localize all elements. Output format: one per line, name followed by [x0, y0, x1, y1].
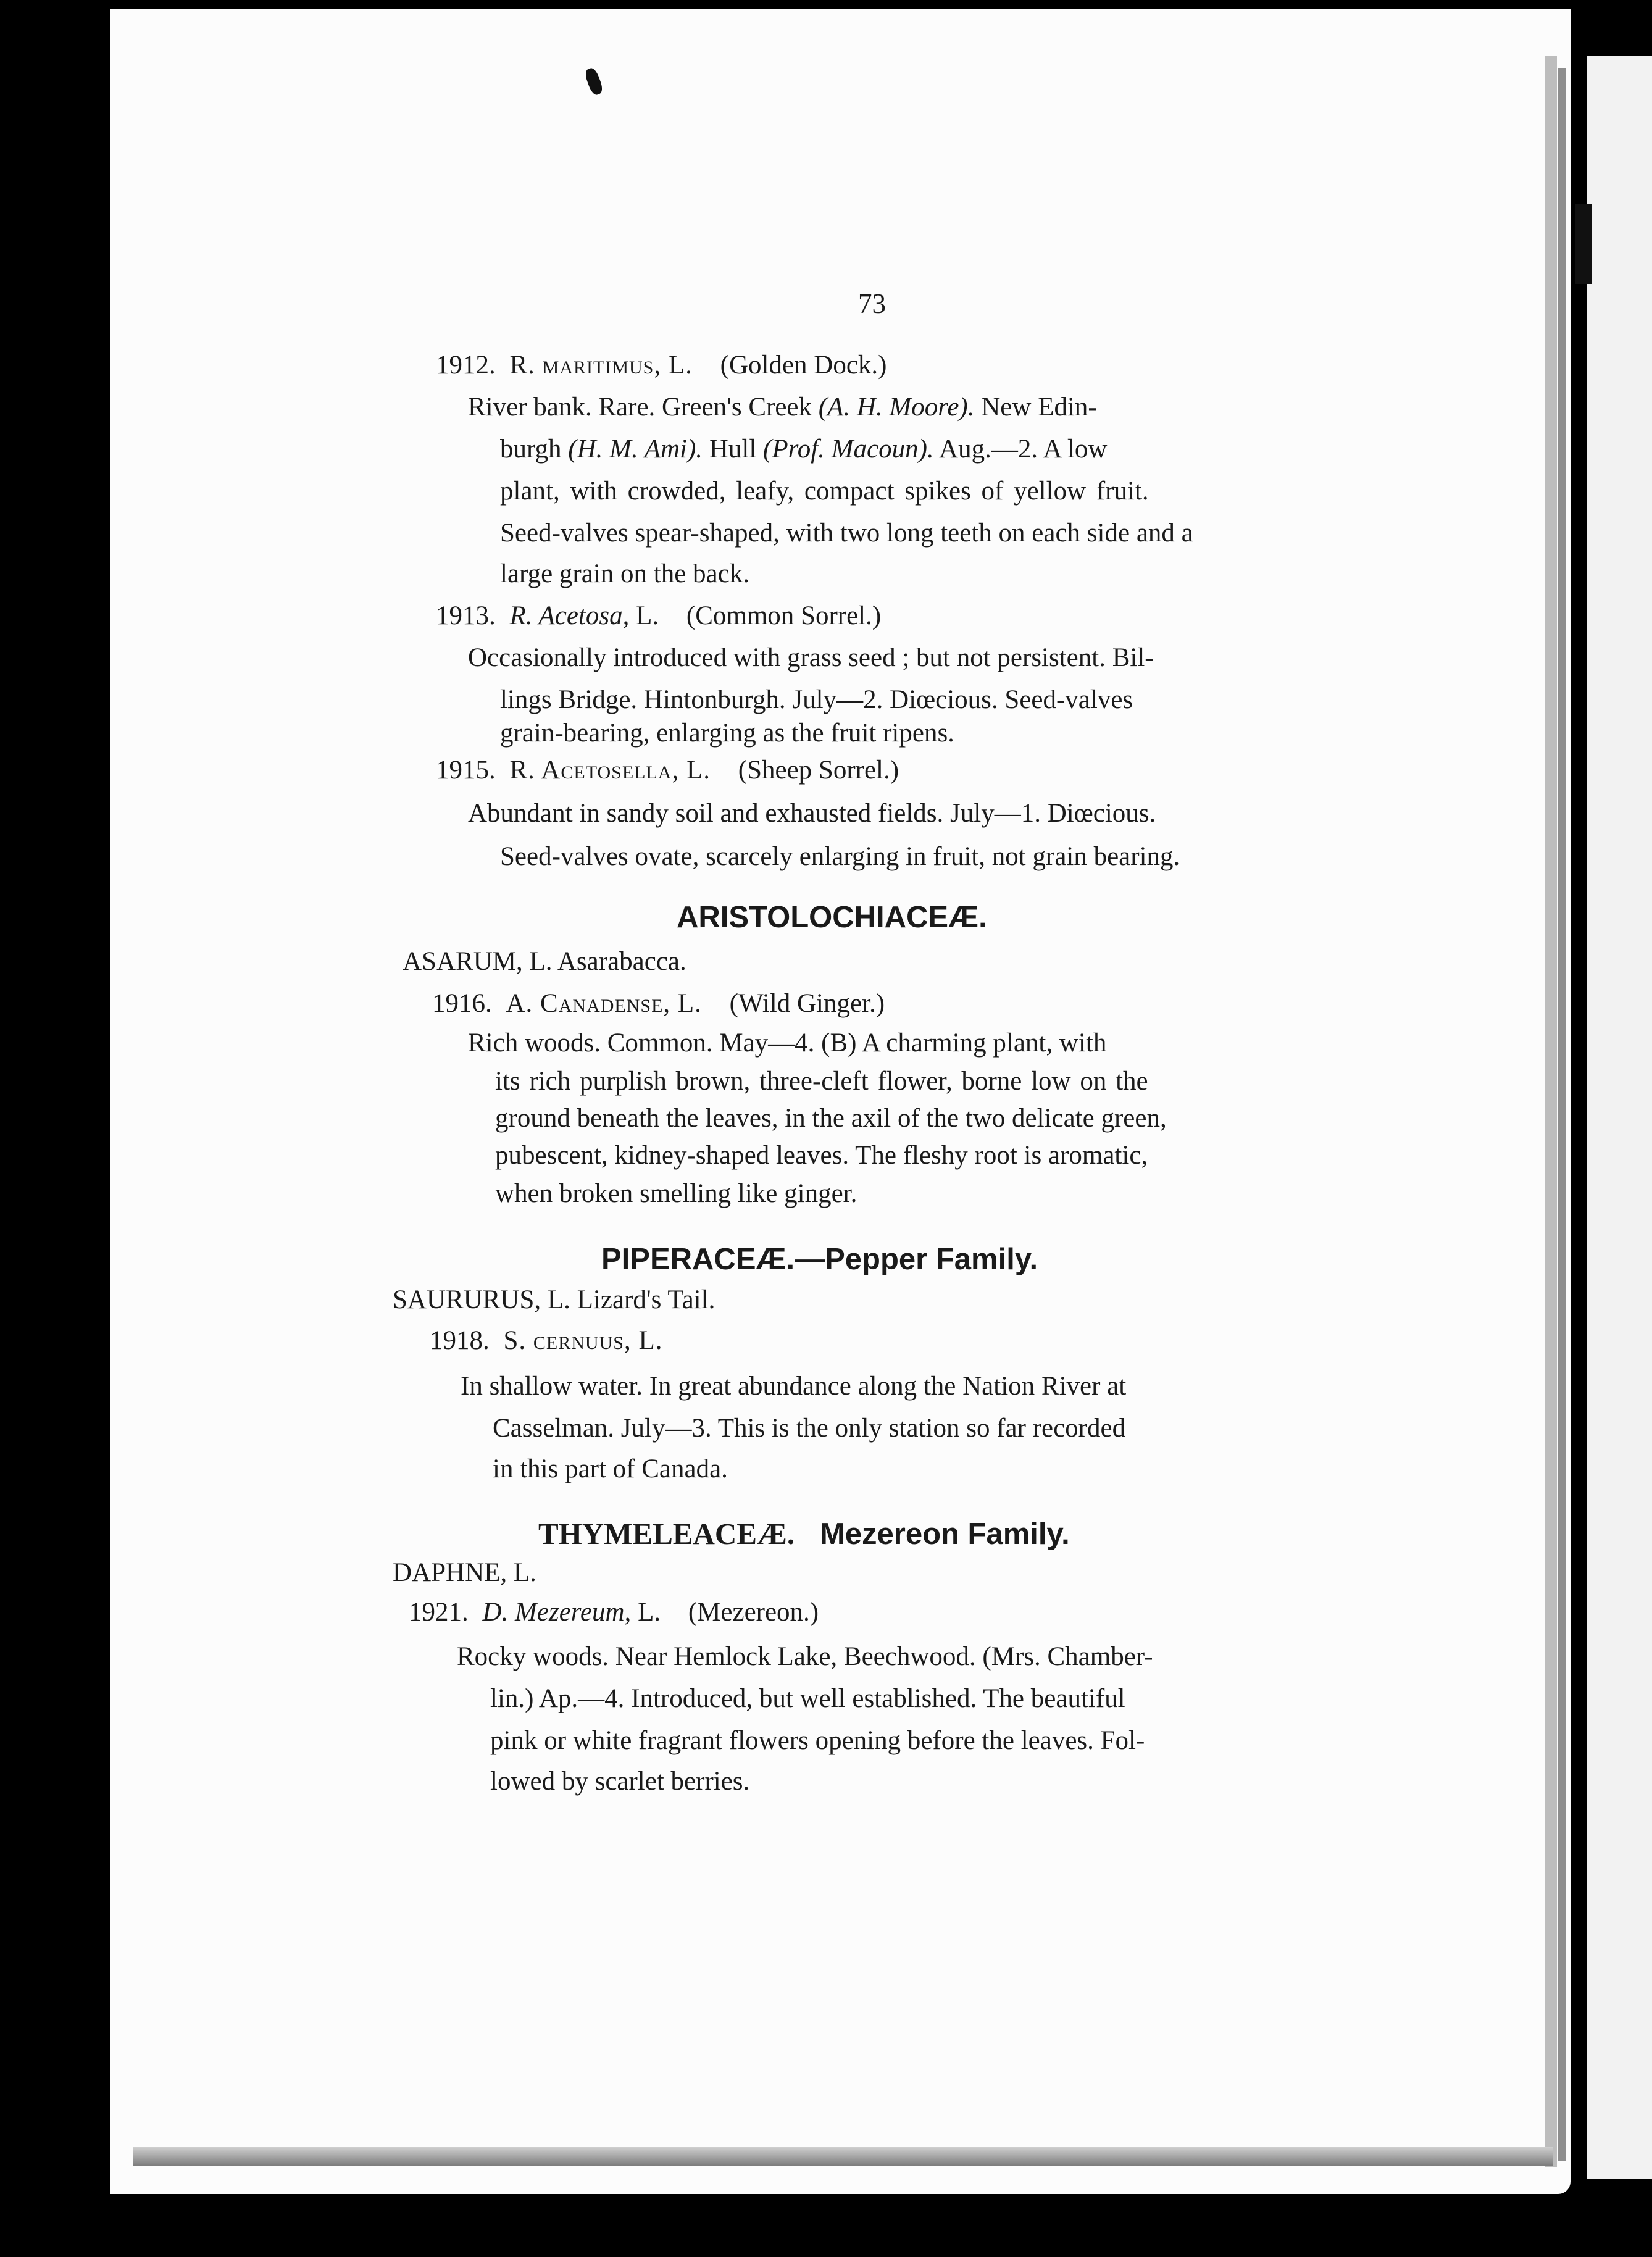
genus-heading: DAPHNE, L.: [393, 1558, 536, 1587]
entry-number: 1913.: [436, 601, 496, 630]
family-heading: ARISTOLOCHIACEÆ.: [677, 901, 987, 934]
entry-1912-line-4: Seed-valves spear-shaped, with two long teeth on each side and a: [500, 519, 1193, 548]
entry-1913-line-3: grain-bearing, enlarging as the fruit ripens.: [500, 719, 954, 748]
entry-1913-line-1: Occasionally introduced with grass seed ; but not persistent. Bil-: [468, 643, 1154, 672]
entry-1916-line-5: when broken smelling like ginger.: [495, 1179, 857, 1208]
entry-1915-line-1: Abundant in sandy soil and exhausted fields. July—1. Diœcious.: [468, 799, 1156, 828]
entry-1918-header: [430, 1327, 662, 1354]
species-name: S. cernuus, L.: [503, 1326, 663, 1355]
entry-1916-line-3: ground beneath the leaves, in the axil of the two delicate green,: [495, 1104, 1167, 1133]
entry-1916-line-2: its rich purplish brown, three-cleft flower, borne low on the: [495, 1067, 1148, 1096]
family-name: THYMELEACEÆ.: [538, 1517, 795, 1551]
entry-1912-line-3: plant, with crowded, leafy, compact spikes of yellow fruit.: [500, 477, 1149, 506]
page-edge-shadow: [1545, 56, 1557, 2167]
page-bottom-edge: [133, 2147, 1553, 2166]
family-common-name: Mezereon Family.: [819, 1517, 1070, 1551]
entry-1921-line-3: pink or white fragrant flowers opening before the leaves. Fol-: [490, 1726, 1145, 1755]
family-heading: [538, 1519, 1070, 1550]
family-heading: PIPERACEÆ.—Pepper Family.: [601, 1243, 1038, 1276]
entry-number: 1921.: [409, 1598, 469, 1627]
page-number: 73: [858, 288, 886, 319]
entry-1921-line-4: lowed by scarlet berries.: [490, 1767, 750, 1796]
entry-number: 1916.: [432, 989, 492, 1018]
species-name: R. maritimus, L.: [509, 351, 693, 380]
entry-1913-header: 1913. R. Acetosa, L. (Common Sorrel.): [436, 601, 882, 630]
common-name: (Mezereon.): [688, 1598, 819, 1627]
genus-heading: ASARUM, L. Asarabacca.: [403, 947, 686, 976]
scanned-page: [110, 9, 1571, 2194]
entry-number: 1918.: [430, 1326, 490, 1355]
entry-1916-line-4: pubescent, kidney-shaped leaves. The fleshy root is aromatic,: [495, 1141, 1148, 1170]
entry-1918-line-2: Casselman. July—3. This is the only station so far recorded: [493, 1414, 1126, 1443]
entry-1921-line-1: Rocky woods. Near Hemlock Lake, Beechwood. (Mrs. Chamber-: [457, 1642, 1153, 1671]
common-name: (Sheep Sorrel.): [738, 756, 899, 785]
genus-heading: SAURURUS, L. Lizard's Tail.: [393, 1285, 715, 1314]
entry-1912-line-2: burgh (H. M. Ami). Hull (Prof. Macoun). Aug.—2. A low: [500, 435, 1108, 464]
species-name: R. Acetosa,: [509, 601, 630, 630]
species-name: D. Mezereum,: [482, 1598, 632, 1627]
adjacent-page-edge: [1587, 56, 1652, 2179]
entry-1918-line-3: in this part of Canada.: [493, 1454, 728, 1483]
entry-1913-line-2: lings Bridge. Hintonburgh. July—2. Diœcious. Seed-valves: [500, 685, 1133, 714]
entry-1912-header: [436, 352, 887, 378]
entry-number: 1912.: [436, 351, 496, 380]
entry-1912-line-5: large grain on the back.: [500, 559, 749, 588]
entry-1912-line-1: River bank. Rare. Green's Creek (A. H. Moore). New Edin-: [468, 393, 1097, 422]
common-name: (Golden Dock.): [720, 351, 887, 380]
entry-1915-header: [436, 757, 899, 783]
entry-1921-header: 1921. D. Mezereum, L. (Mezereon.): [409, 1598, 819, 1627]
species-name: R. Acetosella, L.: [509, 756, 711, 785]
species-name: A. Canadense, L.: [506, 989, 702, 1018]
entry-1915-line-2: Seed-valves ovate, scarcely enlarging in fruit, not grain bearing.: [500, 842, 1180, 871]
entry-1918-line-1: In shallow water. In great abundance along the Nation River at: [461, 1372, 1127, 1401]
entry-1921-line-2: lin.) Ap.—4. Introduced, but well established. The beautiful: [490, 1684, 1125, 1713]
entry-1916-header: [432, 990, 885, 1017]
page-edge-shadow-dark: [1558, 68, 1566, 2161]
entry-number: 1915.: [436, 756, 496, 785]
common-name: (Common Sorrel.): [686, 601, 882, 630]
binding-notch: [1575, 204, 1592, 284]
entry-1916-line-1: Rich woods. Common. May—4. (B) A charming plant, with: [468, 1028, 1107, 1058]
common-name: (Wild Ginger.): [729, 989, 885, 1018]
